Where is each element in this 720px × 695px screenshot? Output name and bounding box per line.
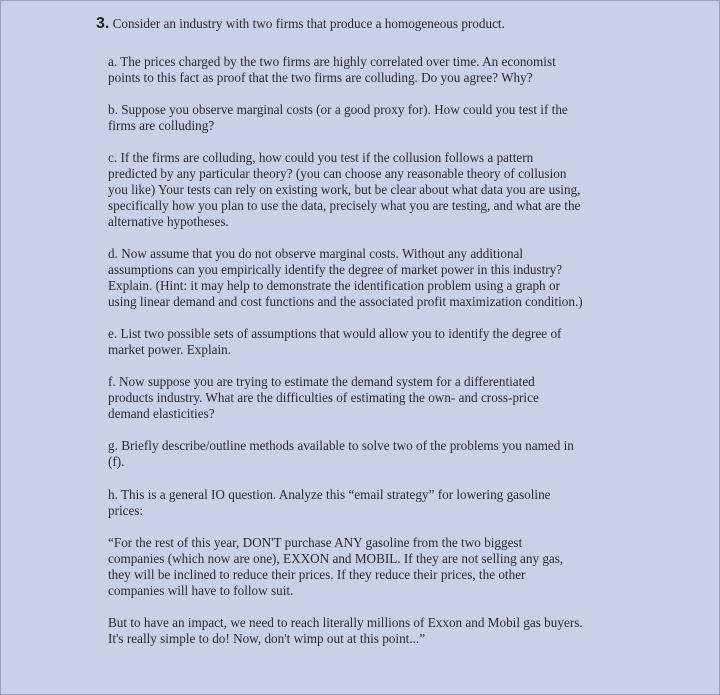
part-f-line: demand elasticities? xyxy=(108,406,215,421)
part-b-line: b. Suppose you observe marginal costs (or a good proxy for). How could you test if the xyxy=(108,102,568,117)
quote-line: they will be inclined to reduce their prices. If they reduce their prices, the other xyxy=(108,567,526,582)
part-c-line: c. If the firms are colluding, how could you test if the collusion follows a pattern xyxy=(108,150,534,165)
part-g-line: (f). xyxy=(108,454,125,469)
part-c-line: predicted by any particular theory? (you can choose any reasonable theory of collusion xyxy=(108,166,567,181)
question-header xyxy=(96,16,505,32)
part-d-line: Explain. (Hint: it may help to demonstrate the identification problem using a graph or xyxy=(108,278,560,293)
quote-line: “For the rest of this year, DON'T purchase ANY gasoline from the two biggest xyxy=(108,535,523,550)
part-d-line: assumptions can you empirically identify the degree of market power in this industry? xyxy=(108,262,563,277)
question-intro: Consider an industry with two firms that produce a homogeneous product. xyxy=(109,16,505,31)
quote-line: It's really simple to do! Now, don't wimp out at this point...” xyxy=(108,631,426,646)
part-h-line: h. This is a general IO question. Analyze this “email strategy” for lowering gasoline xyxy=(108,487,551,502)
part-e-line: market power. Explain. xyxy=(108,342,232,357)
part-a-line: points to this fact as proof that the two firms are colluding. Do you agree? Why? xyxy=(108,70,533,85)
part-b-line: firms are colluding? xyxy=(108,118,215,133)
part-c-line: specifically how you plan to use the data, precisely what you are testing, and what are the xyxy=(108,198,581,213)
part-c-line: you like) Your tests can rely on existing work, but be clear about what data you are using, xyxy=(108,182,581,197)
part-h-line: prices: xyxy=(108,503,144,518)
part-e-line: e. List two possible sets of assumptions that would allow you to identify the degree of xyxy=(108,326,562,341)
part-a-line: a. The prices charged by the two firms are highly correlated over time. An economist xyxy=(108,54,556,69)
part-c-line: alternative hypotheses. xyxy=(108,214,229,229)
part-d-line: d. Now assume that you do not observe marginal costs. Without any additional xyxy=(108,246,524,261)
part-f-line: products industry. What are the difficulties of estimating the own- and cross-price xyxy=(108,390,539,405)
quote-line: But to have an impact, we need to reach literally millions of Exxon and Mobil gas buyers. xyxy=(108,615,583,630)
part-g-line: g. Briefly describe/outline methods available to solve two of the problems you named in xyxy=(108,438,574,453)
question-number: 3. xyxy=(96,15,110,32)
quote-line: companies (which now are one), EXXON and MOBIL. If they are not selling any gas, xyxy=(108,551,564,566)
part-d-line: using linear demand and cost functions and the associated profit maximization condition.) xyxy=(108,294,583,309)
part-f-line: f. Now suppose you are trying to estimate the demand system for a differentiated xyxy=(108,374,535,389)
quote-line: companies will have to follow suit. xyxy=(108,583,294,598)
